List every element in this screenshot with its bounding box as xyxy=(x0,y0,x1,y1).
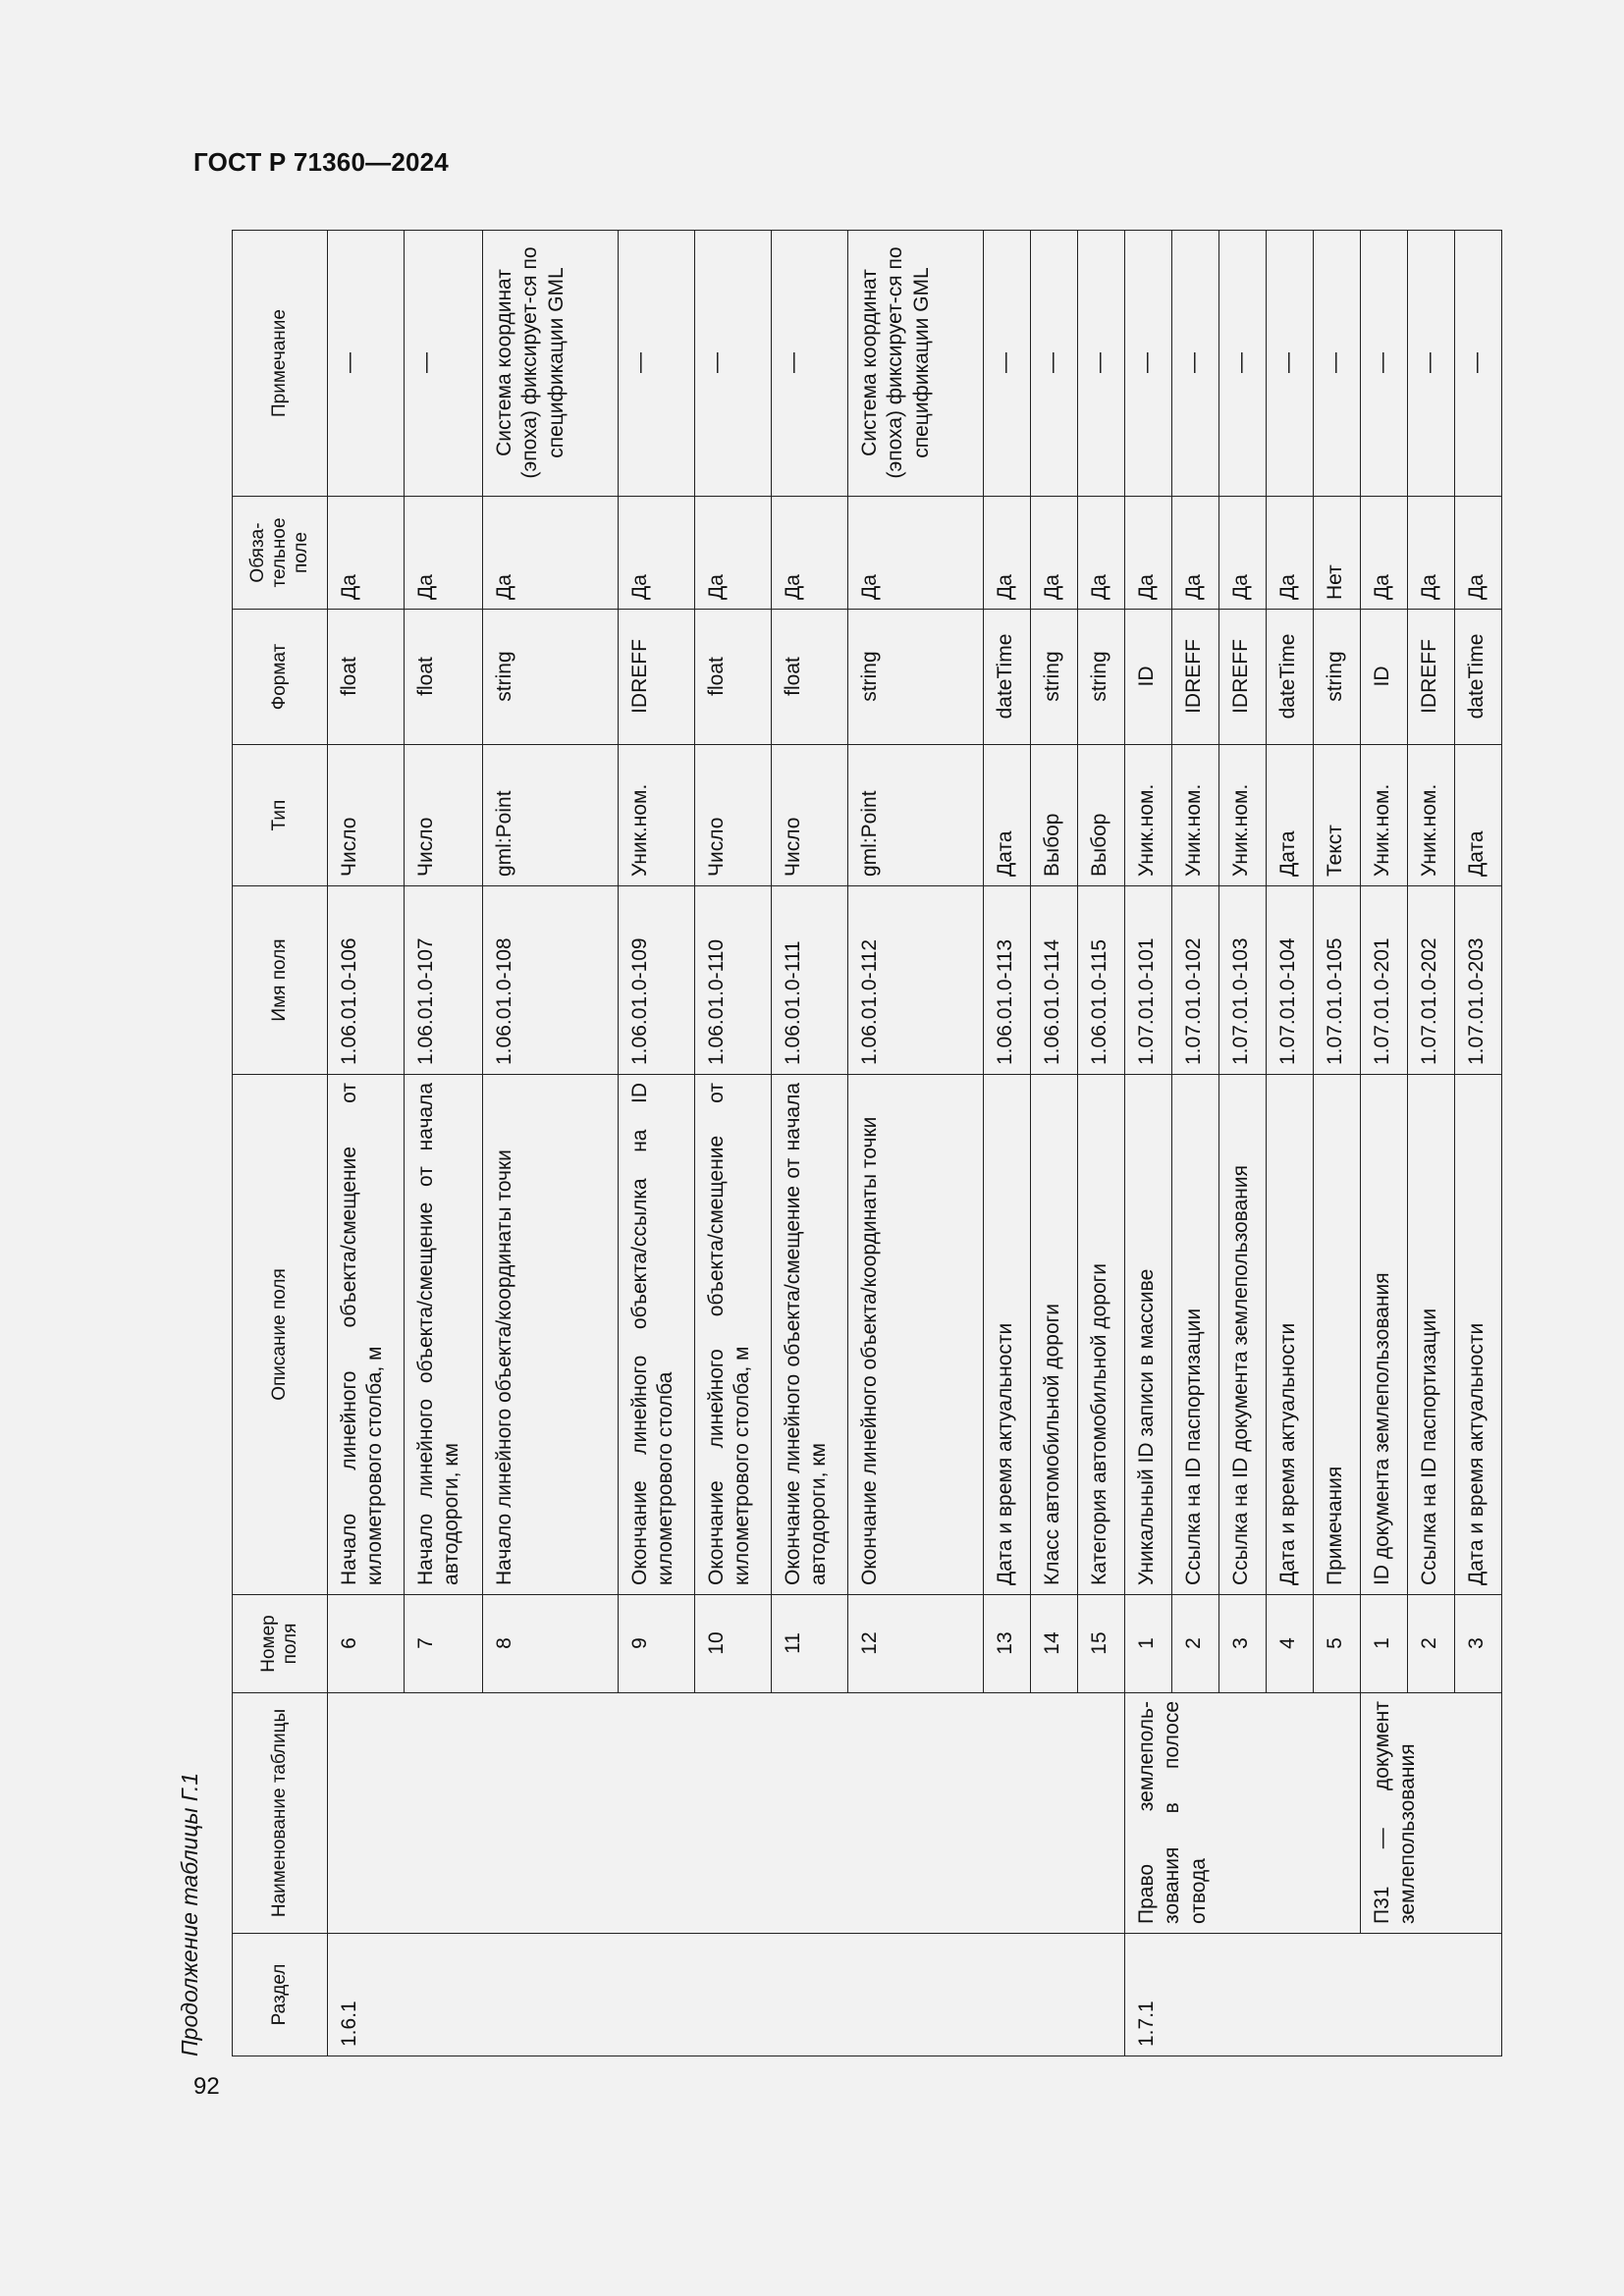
field-required-cell: Да xyxy=(695,497,772,610)
field-name-cell: 1.07.01.0-201 xyxy=(1361,886,1408,1075)
field-name-cell: 1.06.01.0-106 xyxy=(328,886,405,1075)
field-number-cell: 14 xyxy=(1031,1595,1078,1693)
column-header: Обяза-тельное поле xyxy=(233,497,328,610)
field-note-cell: Система координат (эпоха) фиксирует-ся по спецификации GML xyxy=(848,231,984,497)
field-description-cell: Дата и время актуальности xyxy=(1267,1075,1314,1595)
field-description-cell: Окончание линейного объекта/координаты точки xyxy=(848,1075,984,1595)
field-required-cell: Да xyxy=(1078,497,1125,610)
table-name-cell: Право землеполь-зования в полосе отвода xyxy=(1125,1693,1361,1934)
field-required-cell: Да xyxy=(848,497,984,610)
field-note-cell: — xyxy=(1267,231,1314,497)
field-name-cell: 1.06.01.0-112 xyxy=(848,886,984,1075)
field-format-cell: string xyxy=(1031,610,1078,745)
field-required-cell: Да xyxy=(1125,497,1172,610)
field-required-cell: Да xyxy=(483,497,619,610)
field-format-cell: float xyxy=(695,610,772,745)
field-format-cell: IDREFF xyxy=(1172,610,1219,745)
field-description-cell: Примечания xyxy=(1314,1075,1361,1595)
field-format-cell: ID xyxy=(1125,610,1172,745)
field-format-cell: dateTime xyxy=(1267,610,1314,745)
field-type-cell: Уник.ном. xyxy=(619,745,695,886)
field-format-cell: string xyxy=(848,610,984,745)
field-number-cell: 7 xyxy=(405,1595,483,1693)
field-description-cell: Уникальный ID записи в массиве xyxy=(1125,1075,1172,1595)
field-name-cell: 1.06.01.0-109 xyxy=(619,886,695,1075)
field-number-cell: 2 xyxy=(1408,1595,1455,1693)
field-format-cell: string xyxy=(483,610,619,745)
field-description-cell: Окончание линейного объекта/смещение от начала автодороги, км xyxy=(772,1075,848,1595)
field-note-cell: — xyxy=(619,231,695,497)
field-description-cell: Ссылка на ID паспортизации xyxy=(1408,1075,1455,1595)
field-note-cell: — xyxy=(695,231,772,497)
table-row xyxy=(1361,231,1408,2056)
field-name-cell: 1.07.01.0-203 xyxy=(1455,886,1502,1075)
field-description-cell: Окончание линейного объекта/ссылка на ID километрового столба xyxy=(619,1075,695,1595)
field-format-cell: ID xyxy=(1361,610,1408,745)
field-type-cell: gml:Point xyxy=(483,745,619,886)
data-table xyxy=(232,230,1502,2056)
field-type-cell: Дата xyxy=(1267,745,1314,886)
field-required-cell: Да xyxy=(405,497,483,610)
field-required-cell: Да xyxy=(772,497,848,610)
field-description-cell: Ссылка на ID паспортизации xyxy=(1172,1075,1219,1595)
table-name-cell: П31 — документ землепользования xyxy=(1361,1693,1502,1934)
field-name-cell: 1.06.01.0-108 xyxy=(483,886,619,1075)
field-name-cell: 1.06.01.0-111 xyxy=(772,886,848,1075)
field-note-cell: — xyxy=(984,231,1031,497)
field-required-cell: Да xyxy=(984,497,1031,610)
field-type-cell: gml:Point xyxy=(848,745,984,886)
field-number-cell: 1 xyxy=(1125,1595,1172,1693)
field-type-cell: Число xyxy=(695,745,772,886)
table-row xyxy=(1125,231,1172,2056)
field-number-cell: 8 xyxy=(483,1595,619,1693)
field-type-cell: Дата xyxy=(984,745,1031,886)
field-type-cell: Число xyxy=(405,745,483,886)
field-format-cell: float xyxy=(772,610,848,745)
field-name-cell: 1.07.01.0-202 xyxy=(1408,886,1455,1075)
field-note-cell: — xyxy=(1125,231,1172,497)
field-name-cell: 1.06.01.0-113 xyxy=(984,886,1031,1075)
field-note-cell: — xyxy=(1219,231,1267,497)
column-header: Наименование таблицы xyxy=(233,1693,328,1934)
field-description-cell: Дата и время актуальности xyxy=(984,1075,1031,1595)
field-name-cell: 1.07.01.0-105 xyxy=(1314,886,1361,1075)
field-format-cell: string xyxy=(1078,610,1125,745)
column-header: Примечание xyxy=(233,231,328,497)
field-note-cell: — xyxy=(1314,231,1361,497)
table-caption: Продолжение таблицы Г.1 xyxy=(177,1772,202,2056)
field-type-cell: Уник.ном. xyxy=(1125,745,1172,886)
field-name-cell: 1.06.01.0-110 xyxy=(695,886,772,1075)
field-description-cell: Начало линейного объекта/смещение от километрового столба, м xyxy=(328,1075,405,1595)
field-type-cell: Уник.ном. xyxy=(1172,745,1219,886)
column-header: Имя поля xyxy=(233,886,328,1075)
field-name-cell: 1.06.01.0-114 xyxy=(1031,886,1078,1075)
field-number-cell: 2 xyxy=(1172,1595,1219,1693)
section-cell: 1.7.1 xyxy=(1125,1934,1502,2056)
field-name-cell: 1.06.01.0-115 xyxy=(1078,886,1125,1075)
field-name-cell: 1.07.01.0-104 xyxy=(1267,886,1314,1075)
field-type-cell: Выбор xyxy=(1031,745,1078,886)
field-name-cell: 1.06.01.0-107 xyxy=(405,886,483,1075)
field-description-cell: Категория автомобильной дороги xyxy=(1078,1075,1125,1595)
field-description-cell: Начало линейного объекта/смещение от начала автодороги, км xyxy=(405,1075,483,1595)
field-description-cell: Дата и время актуальности xyxy=(1455,1075,1502,1595)
field-note-cell: — xyxy=(1408,231,1455,497)
field-required-cell: Да xyxy=(619,497,695,610)
field-note-cell: — xyxy=(328,231,405,497)
field-required-cell: Да xyxy=(1172,497,1219,610)
field-number-cell: 9 xyxy=(619,1595,695,1693)
field-name-cell: 1.07.01.0-103 xyxy=(1219,886,1267,1075)
field-description-cell: Класс автомобильной дороги xyxy=(1031,1075,1078,1595)
field-format-cell: IDREFF xyxy=(619,610,695,745)
document-title: ГОСТ Р 71360—2024 xyxy=(193,147,449,177)
field-format-cell: float xyxy=(328,610,405,745)
field-name-cell: 1.07.01.0-102 xyxy=(1172,886,1219,1075)
section-cell: 1.6.1 xyxy=(328,1934,1125,2056)
field-format-cell: IDREFF xyxy=(1219,610,1267,745)
field-number-cell: 4 xyxy=(1267,1595,1314,1693)
field-note-cell: — xyxy=(1078,231,1125,497)
field-required-cell: Нет xyxy=(1314,497,1361,610)
field-format-cell: string xyxy=(1314,610,1361,745)
header-row xyxy=(233,231,328,2056)
field-type-cell: Число xyxy=(772,745,848,886)
field-note-cell: — xyxy=(1361,231,1408,497)
column-header: Раздел xyxy=(233,1934,328,2056)
field-type-cell: Уник.ном. xyxy=(1408,745,1455,886)
field-number-cell: 3 xyxy=(1219,1595,1267,1693)
field-type-cell: Число xyxy=(328,745,405,886)
field-format-cell: float xyxy=(405,610,483,745)
table-row xyxy=(328,231,405,2056)
field-description-cell: Окончание линейного объекта/смещение от километрового столба, м xyxy=(695,1075,772,1595)
field-number-cell: 1 xyxy=(1361,1595,1408,1693)
field-number-cell: 15 xyxy=(1078,1595,1125,1693)
field-note-cell: — xyxy=(1455,231,1502,497)
field-type-cell: Уник.ном. xyxy=(1219,745,1267,886)
field-number-cell: 11 xyxy=(772,1595,848,1693)
field-format-cell: dateTime xyxy=(1455,610,1502,745)
column-header: Описание поля xyxy=(233,1075,328,1595)
column-header: Формат xyxy=(233,610,328,745)
field-note-cell: — xyxy=(772,231,848,497)
field-note-cell: — xyxy=(405,231,483,497)
field-required-cell: Да xyxy=(1031,497,1078,610)
field-number-cell: 10 xyxy=(695,1595,772,1693)
table-name-cell xyxy=(328,1693,1125,1934)
page-number: 92 xyxy=(193,2073,220,2100)
field-format-cell: IDREFF xyxy=(1408,610,1455,745)
field-type-cell: Дата xyxy=(1455,745,1502,886)
field-number-cell: 13 xyxy=(984,1595,1031,1693)
column-header: Тип xyxy=(233,745,328,886)
field-required-cell: Да xyxy=(1455,497,1502,610)
field-description-cell: Ссылка на ID документа землепользования xyxy=(1219,1075,1267,1595)
field-format-cell: dateTime xyxy=(984,610,1031,745)
field-note-cell: Система координат (эпоха) фиксирует-ся по спецификации GML xyxy=(483,231,619,497)
field-description-cell: ID документа землепользования xyxy=(1361,1075,1408,1595)
field-type-cell: Уник.ном. xyxy=(1361,745,1408,886)
field-type-cell: Выбор xyxy=(1078,745,1125,886)
field-name-cell: 1.07.01.0-101 xyxy=(1125,886,1172,1075)
field-required-cell: Да xyxy=(328,497,405,610)
field-required-cell: Да xyxy=(1408,497,1455,610)
field-number-cell: 3 xyxy=(1455,1595,1502,1693)
field-number-cell: 6 xyxy=(328,1595,405,1693)
field-note-cell: — xyxy=(1031,231,1078,497)
rotated-table-area xyxy=(177,231,1488,2056)
field-description-cell: Начало линейного объекта/координаты точки xyxy=(483,1075,619,1595)
field-number-cell: 5 xyxy=(1314,1595,1361,1693)
column-header: Номер поля xyxy=(233,1595,328,1693)
field-required-cell: Да xyxy=(1219,497,1267,610)
field-note-cell: — xyxy=(1172,231,1219,497)
field-number-cell: 12 xyxy=(848,1595,984,1693)
field-type-cell: Текст xyxy=(1314,745,1361,886)
field-required-cell: Да xyxy=(1361,497,1408,610)
field-required-cell: Да xyxy=(1267,497,1314,610)
